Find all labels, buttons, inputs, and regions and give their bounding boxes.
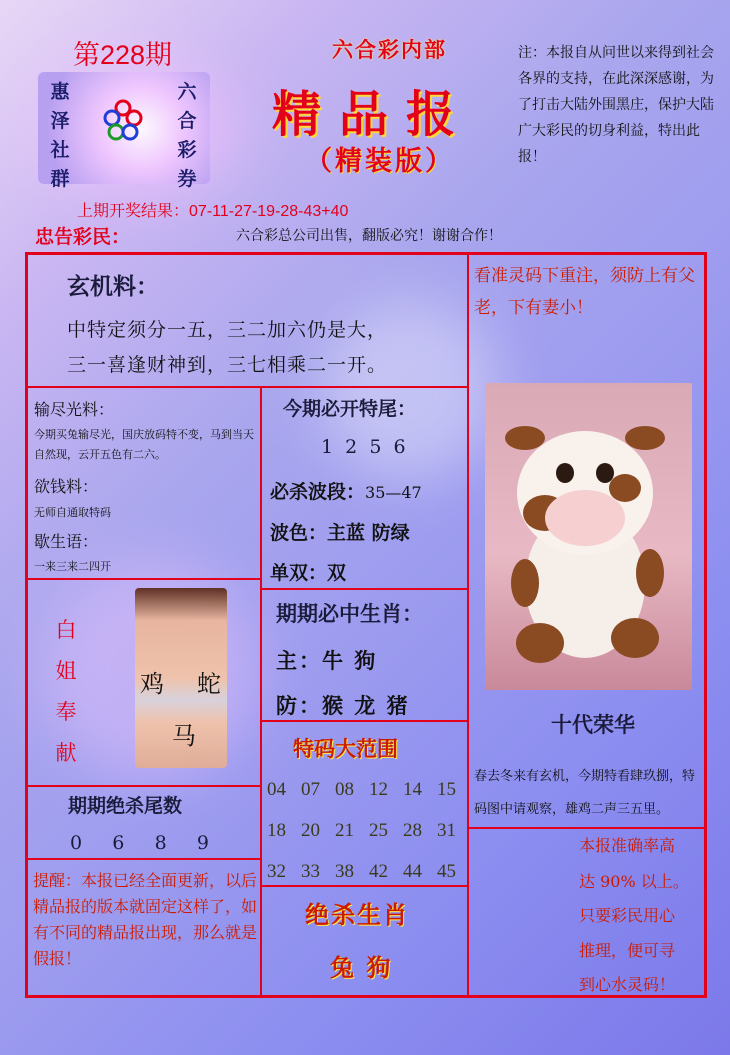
kill-band: [270, 477, 422, 504]
divider: [260, 720, 469, 722]
last-result: [77, 198, 348, 221]
zodiac-horse: 马: [172, 722, 196, 750]
frame-border: [25, 252, 707, 255]
warning-text: 六合彩总公司出售，翻版必究！谢谢合作！: [236, 228, 502, 244]
zodiac-main-label: 主：: [276, 648, 322, 673]
white-sister-char: 奉: [55, 700, 77, 724]
logo-char: 社: [50, 139, 70, 161]
logo-char: 券: [177, 168, 197, 190]
accuracy-line2: 达 90% 以上。: [579, 872, 689, 891]
zodiac-title: 期期必中生肖：: [276, 601, 423, 626]
divider: [25, 578, 262, 580]
range-number: 08: [335, 779, 354, 800]
cow-toy-icon: [485, 383, 692, 690]
want-money-title: 欲钱料：: [34, 477, 99, 496]
range-number: 32: [267, 861, 286, 882]
divider: [25, 785, 262, 787]
frame-border: [25, 995, 707, 998]
tail-title: 今期必开特尾：: [283, 398, 417, 420]
issue-number: 第228期: [73, 40, 173, 70]
last-result-numbers: 07-11-27-19-28-43+40: [189, 203, 349, 220]
odd-even-value: 双: [327, 562, 347, 584]
range-number: 18: [267, 820, 286, 841]
want-money-text: 无师自通取特码: [34, 506, 111, 519]
white-sister-char: 白: [55, 618, 77, 642]
zodiac-rooster: 鸡: [140, 670, 164, 698]
last-result-label: 上期开奖结果：: [77, 203, 190, 220]
white-sister-vertical: [53, 610, 79, 774]
zodiac-guard-label: 防：: [276, 693, 322, 718]
right-top-text: 看准灵码下重注，须防上有父老，下有妻小！: [474, 266, 695, 318]
frame-border: [704, 252, 707, 998]
photo-caption: 十代荣华: [551, 712, 635, 737]
lose-all-title: 输尽光料：: [34, 400, 115, 419]
logo-char: 彩: [177, 139, 197, 161]
xiesheng-text: 一来三来二四开: [34, 560, 111, 573]
white-sister-char: 姐: [55, 659, 77, 683]
kill-zodiac-value: 兔 狗: [330, 953, 393, 982]
range-number: 25: [369, 820, 388, 841]
kill-zodiac-title: 绝杀生肖: [305, 900, 409, 929]
page-title: 精品报: [272, 85, 474, 143]
range-number: 15: [437, 779, 456, 800]
odd-even-label: 单双：: [270, 562, 328, 584]
range-number: 14: [403, 779, 422, 800]
zodiac-guard: [276, 690, 410, 720]
notice-text: 注：本报自从问世以来得到社会各界的支持，在此深深感谢，为了打击大陆外围黑庄，保护大陆广大彩民的切身利益，特出此报！: [518, 45, 714, 165]
tail-digits: 1 2 5 6: [321, 436, 406, 458]
plush-cow-photo: [485, 383, 692, 690]
logo-char: 惠: [50, 81, 70, 103]
white-sister-char: 献: [55, 741, 77, 765]
reminder-text: 提醒：本报已经全面更新，以后精品报的版本就固定这样了，如有不同的精品报出现，那么就是假报！: [33, 871, 258, 968]
divider: [260, 386, 262, 998]
xuanji-title: 玄机料：: [67, 273, 159, 300]
range-number: 28: [403, 820, 422, 841]
accuracy-line1: 本报准确率高: [579, 836, 676, 855]
divider: [260, 885, 469, 887]
range-title: 特码大范围: [293, 736, 398, 761]
zodiac-main: [276, 645, 377, 675]
range-number: 45: [437, 861, 456, 882]
kill-tail-digits: 0 6 8 9: [70, 832, 209, 854]
lose-all-text: 今期买兔输尽光，国庆放码特不变，马到当天自然现，云开五色有二六。: [34, 428, 254, 461]
range-number: 42: [369, 861, 388, 882]
range-number: 12: [369, 779, 388, 800]
publisher-label: 六合彩内部: [332, 37, 447, 62]
right-verse: 春去冬来有玄机，今期特看肆玖捌，特码图中请观察，雄鸡二声三五里。: [474, 769, 696, 817]
xuanji-line2: 三一喜逢财神到，三七相乘二一开。: [67, 354, 388, 376]
range-number: 20: [301, 820, 320, 841]
range-number: 33: [301, 861, 320, 882]
logo-left-text: [49, 78, 71, 194]
wave-color-guard: 防绿: [371, 522, 410, 544]
divider: [467, 827, 707, 829]
wave-color-main: 主蓝: [327, 522, 366, 544]
divider: [25, 386, 469, 388]
logo-char: 合: [177, 110, 197, 132]
range-number: 31: [437, 820, 456, 841]
accuracy-line3: 只要彩民用心: [579, 906, 676, 925]
wave-color: [270, 518, 410, 545]
range-number: 21: [335, 820, 354, 841]
range-number: 07: [301, 779, 320, 800]
wave-color-label: 波色：: [270, 522, 328, 544]
kill-band-value: 35—47: [365, 483, 422, 502]
page-subtitle: （精装版）: [305, 146, 455, 177]
kill-tail-title: 期期绝杀尾数: [68, 795, 183, 817]
zodiac-guard-value: 猴 龙 猪: [322, 693, 410, 718]
xiesheng-title: 歇生语：: [34, 532, 99, 551]
divider: [260, 588, 469, 590]
lottery-logo-icon: [100, 98, 146, 144]
logo-char: 群: [50, 168, 70, 190]
divider: [25, 858, 262, 860]
logo-char: 六: [177, 81, 197, 103]
range-number: 38: [335, 861, 354, 882]
xuanji-line1: 中特定须分一五，三二加六仍是大，: [67, 319, 388, 341]
odd-even: [270, 558, 346, 585]
range-number: 04: [267, 779, 286, 800]
range-number: 44: [403, 861, 422, 882]
zodiac-main-value: 牛 狗: [322, 648, 378, 673]
frame-border: [25, 252, 28, 998]
logo-char: 泽: [50, 110, 70, 132]
warning-label: 忠告彩民：: [35, 226, 131, 248]
kill-band-label: 必杀波段：: [270, 481, 366, 503]
logo-right-text: [176, 78, 198, 194]
accuracy-line5: 到心水灵码！: [579, 975, 676, 994]
accuracy-line4: 推理，便可寻: [579, 941, 676, 960]
zodiac-snake: 蛇: [197, 670, 221, 698]
